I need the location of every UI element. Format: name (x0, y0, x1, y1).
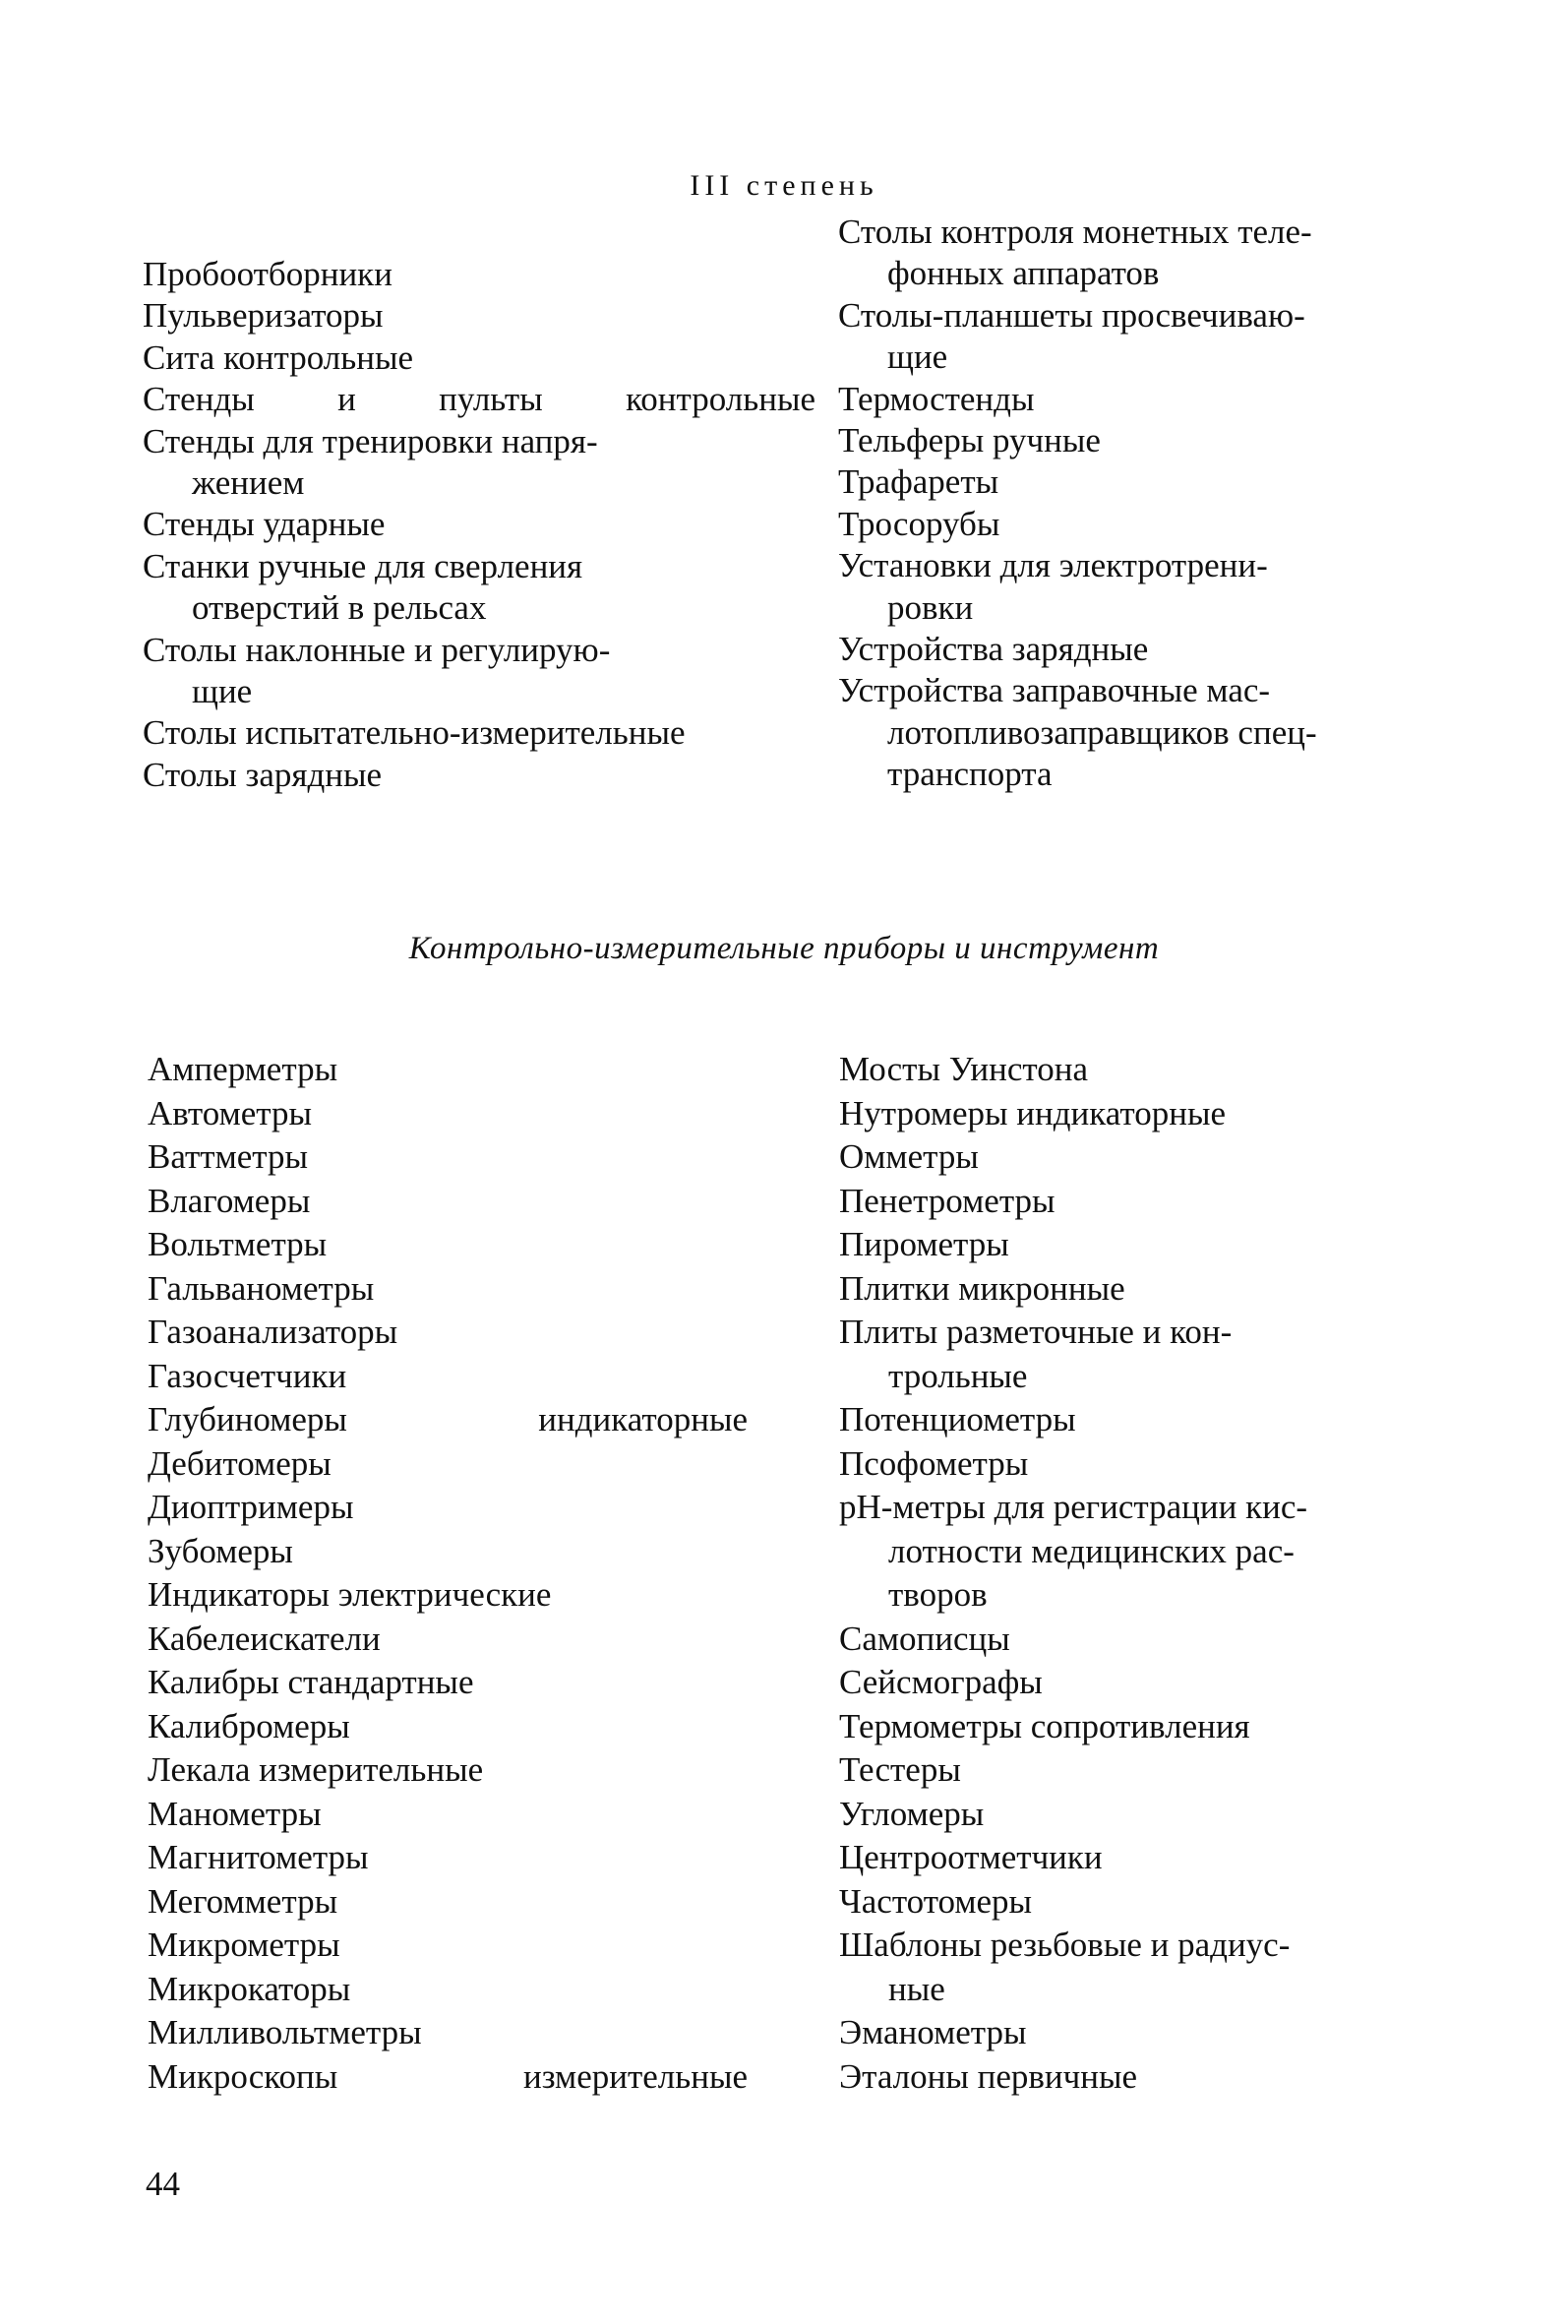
list-item: Милливольтметры (148, 2013, 422, 2051)
list-item: Калибры стандартные (148, 1663, 474, 1701)
list-item: Лекала измерительные (148, 1750, 484, 1789)
list-item: Глубиномеры индикаторные (148, 1400, 748, 1438)
list-item: Столы зарядные (143, 755, 383, 794)
list-item: Шаблоны резьбовые и радиус- ные (839, 1926, 1291, 2008)
list-item: Устройства зарядные (838, 630, 1149, 669)
list-item: Индикаторы электрические (148, 1575, 552, 1614)
list-item: Столы контроля монетных теле- фонных аппаратов (838, 213, 1312, 293)
list-item: Плитки микронные (839, 1268, 1125, 1308)
list-item: Омметры (839, 1137, 979, 1176)
list-item: Установки для электротрени- ровки (838, 546, 1268, 627)
list-item: Псофометры (839, 1443, 1029, 1483)
section1-right-column (838, 212, 1442, 796)
list-item: Тестеры (839, 1750, 961, 1789)
list-item: Пульверизаторы (143, 296, 384, 336)
list-item: Устройства заправочные мас- лотопливозаправщиков спец- транспорта (838, 671, 1317, 794)
list-item: Амперметры (148, 1050, 338, 1088)
list-item: Потенциометры (839, 1400, 1076, 1438)
section-heading-degree-3: III степень (690, 169, 878, 202)
list-item: Дебитомеры (148, 1443, 332, 1483)
list-item: Газосчетчики (148, 1356, 347, 1395)
list-item: Самописцы (839, 1619, 1010, 1658)
list-item: Плиты разметочные и кон- трольные (839, 1313, 1233, 1395)
list-item: Столы-планшеты просвечиваю- щие (838, 295, 1305, 377)
list-item: Термометры сопротивления (839, 1706, 1250, 1745)
list-item: Пенетрометры (839, 1181, 1055, 1220)
section2-left-column (148, 1048, 748, 2099)
list-item: Столы наклонные и регулирую- щие (143, 630, 611, 711)
list-item: Магнитометры (148, 1838, 369, 1876)
list-item: Микрометры (148, 1926, 340, 1964)
list-item: Столы испытательно-измерительные (143, 713, 686, 753)
list-item: Ваттметры (148, 1137, 308, 1176)
list-item: Диоптримеры (148, 1488, 354, 1526)
list-item: Эманометры (839, 2013, 1027, 2051)
list-item: Пробоотборники (143, 255, 392, 293)
list-item: Сейсмографы (839, 1663, 1043, 1701)
section2-right-column (839, 1048, 1449, 2099)
list-item: Гальванометры (148, 1268, 375, 1308)
list-item: Частотомеры (839, 1881, 1033, 1921)
list-item: Манометры (148, 1794, 322, 1833)
list-item: рН-метры для регистрации кис- лотности медицинских рас- творов (839, 1488, 1308, 1614)
list-item: Термостенды (838, 379, 1035, 418)
list-item: Сита контрольные (143, 337, 414, 377)
page-number: 44 (146, 2165, 180, 2203)
list-item: Мосты Уинстона (839, 1050, 1089, 1088)
list-item: Стенды для тренировки напря- жением (143, 421, 598, 503)
list-item: Центроотметчики (839, 1838, 1103, 1876)
section1-left-column (143, 254, 815, 796)
section-heading-measuring-instruments: Контрольно-измерительные приборы и инструмент (408, 931, 1160, 966)
list-item: Микрокаторы (148, 1969, 351, 2008)
list-item: Станки ручные для сверления отверстий в рельсах (143, 546, 583, 628)
list-item: Тросорубы (838, 504, 1000, 543)
list-item: Влагомеры (148, 1181, 311, 1220)
list-item: Кабелеискатели (148, 1619, 381, 1658)
list-item: Стенды ударные (143, 505, 386, 544)
list-item: Эталоны первичные (839, 2056, 1138, 2096)
list-item: Газоанализаторы (148, 1313, 398, 1351)
list-item: Микроскопы измерительные (148, 2056, 748, 2096)
list-item: Мегомметры (148, 1881, 338, 1921)
list-item: Стенды и пульты контрольные (143, 380, 815, 419)
list-item: Вольтметры (148, 1225, 328, 1263)
list-item: Нутромеры индикаторные (839, 1093, 1226, 1132)
list-item: Угломеры (839, 1794, 985, 1833)
list-item: Трафареты (838, 462, 999, 502)
list-item: Зубомеры (148, 1531, 293, 1570)
list-item: Калибромеры (148, 1706, 350, 1745)
list-item: Тельферы ручные (838, 421, 1101, 460)
list-item: Автометры (148, 1093, 313, 1132)
list-item: Пирометры (839, 1225, 1009, 1263)
